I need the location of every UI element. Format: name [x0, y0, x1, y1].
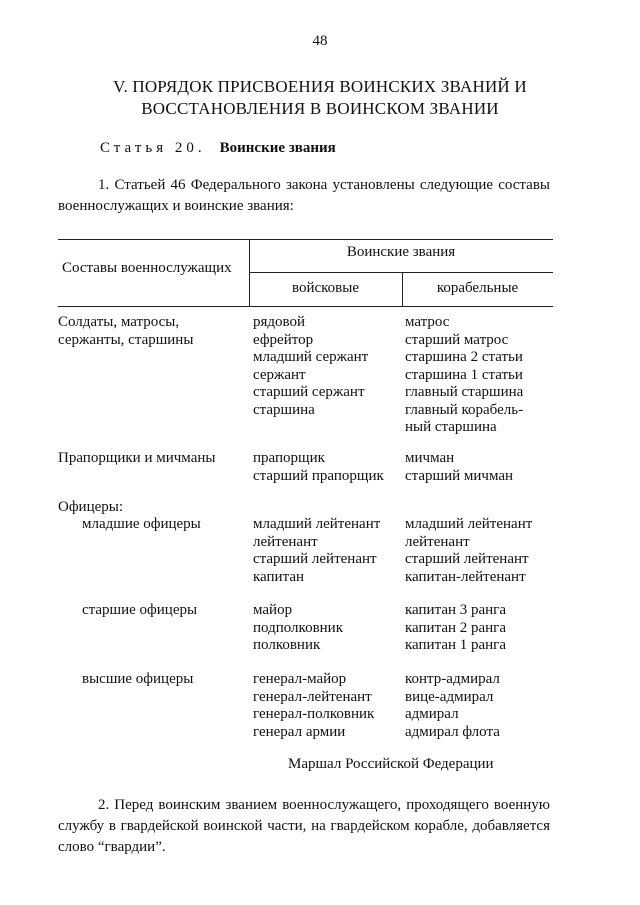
article-heading: [100, 140, 336, 157]
rank-item: подполковник: [253, 619, 343, 636]
composition-soldiers: Солдаты, матросы, сержанты, старшины: [58, 314, 194, 348]
article-title: Воинские звания: [219, 140, 336, 156]
closing-paragraph: 2. Перед воинским званием военнослужащего, проходящего военную службу в гвардейской воинской части, на гвардейском корабле, добавляется слово “гвардии”.: [58, 797, 550, 855]
navy-ranks-soldiers: [405, 314, 523, 437]
rank-item: майор: [253, 602, 293, 618]
intro-paragraph: 1. Статьей 46 Федерального закона установлены следующие составы военнослужащих и воинские звания:: [58, 177, 550, 214]
rank-item: мичман: [405, 450, 455, 466]
rank-item: старший мичман: [405, 467, 514, 484]
rank-item: капитан 2 ранга: [405, 619, 506, 636]
rank-item: рядовой: [253, 314, 306, 330]
composition-senior-officers: старшие офицеры: [82, 602, 198, 618]
composition-high-officers: высшие офицеры: [82, 671, 194, 687]
rank-item: главный старшина: [405, 384, 524, 400]
page-number: 48: [312, 33, 328, 49]
rank-item: генерал-лейтенант: [253, 688, 372, 705]
composition-officers: Офицеры:: [58, 499, 124, 515]
rank-item: старший лейтенант: [253, 551, 377, 567]
rank-item: адмирал флота: [405, 723, 500, 740]
table-top-rule: [58, 239, 553, 240]
table-mid-rule: [249, 272, 553, 273]
rank-item: младший лейтенант: [253, 516, 381, 532]
rank-item: младший лейтенант: [405, 516, 533, 532]
navy-ranks-junior-officers: [405, 516, 532, 586]
table-header-composition: Составы военнослужащих: [62, 260, 232, 276]
rank-item: старший матрос: [405, 331, 509, 348]
rank-item: генерал-майор: [253, 671, 347, 687]
rank-item: ный старшина: [405, 419, 497, 435]
article-label: Статья 20.: [100, 140, 206, 156]
rank-item: сержант: [253, 366, 306, 383]
army-ranks-high-officers: [253, 671, 374, 741]
navy-ranks-warrant: [405, 450, 513, 485]
rank-item: младший сержант: [253, 349, 369, 365]
table-header-ranks: Воинские звания: [346, 244, 456, 260]
rank-item: старшина 2 статьи: [405, 349, 523, 365]
composition-warrant-officers: Прапорщики и мичманы: [58, 450, 216, 466]
rank-item: генерал-полковник: [253, 706, 375, 722]
rank-item: адмирал: [405, 706, 459, 722]
rank-item: лейтенант: [253, 533, 318, 550]
rank-item: матрос: [405, 314, 450, 330]
rank-item: главный корабель-: [405, 401, 524, 418]
navy-ranks-high-officers: [405, 671, 500, 741]
section-title: [60, 76, 580, 120]
section-title-line-1: V. ПОРЯДОК ПРИСВОЕНИЯ ВОИНСКИХ ЗВАНИЙ И: [113, 77, 527, 96]
rank-item: лейтенант: [405, 533, 470, 550]
rank-item: ефрейтор: [253, 331, 314, 348]
rank-item: старший прапорщик: [253, 467, 384, 484]
table-header-army: войсковые: [291, 280, 359, 296]
table-header-navy: корабельные: [436, 280, 519, 296]
rank-item: капитан 1 ранга: [405, 637, 506, 653]
rank-item: полковник: [253, 637, 321, 653]
composition-junior-officers: младшие офицеры: [82, 516, 201, 532]
rank-item: старшина: [253, 401, 315, 418]
rank-item: капитан: [253, 568, 304, 585]
army-ranks-warrant: [253, 450, 384, 485]
army-ranks-senior-officers: [253, 602, 343, 655]
rank-item: капитан 3 ранга: [405, 602, 506, 618]
table-header-bottom-rule: [58, 306, 553, 307]
army-ranks-junior-officers: [253, 516, 380, 586]
rank-item: прапорщик: [253, 450, 325, 466]
rank-item: старший сержант: [253, 384, 365, 400]
rank-item: старшина 1 статьи: [405, 366, 523, 383]
navy-ranks-senior-officers: [405, 602, 506, 655]
section-title-line-2: ВОССТАНОВЛЕНИЯ В ВОИНСКОМ ЗВАНИИ: [141, 99, 499, 118]
rank-item: контр-адмирал: [405, 671, 500, 687]
rank-item: капитан-лейтенант: [405, 568, 526, 585]
rank-item: генерал армии: [253, 723, 346, 740]
rank-item: вице-адмирал: [405, 688, 494, 705]
rank-item: старший лейтенант: [405, 551, 529, 567]
army-ranks-soldiers: [253, 314, 368, 419]
marshal-rank: Маршал Российской Федерации: [288, 756, 494, 772]
